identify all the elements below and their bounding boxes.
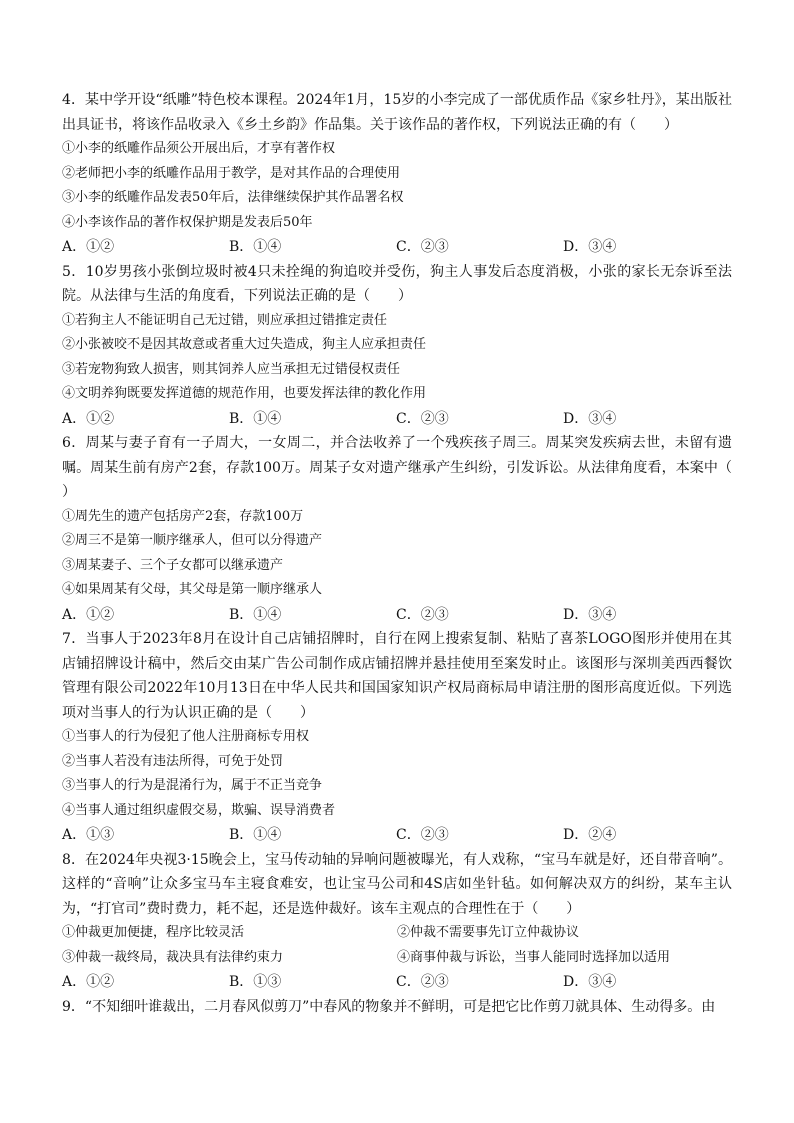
choice-a: A．①②	[62, 974, 115, 990]
statement-option: ①小李的纸雕作品须公开展出后，才享有著作权	[62, 141, 336, 156]
choice-c: C．②③	[396, 974, 449, 990]
question-stem: 6．周某与妻子育有一子周大，一女周二，并合法收养了一个残疾孩子周三。周某突发疾病去世，未留有遗嘱。周某生前有房产2套，存款100万。周某子女对遗产继承产生纠纷，引发诉讼。从法律角度看，本案中（ ）	[62, 435, 760, 500]
choice-d: D．③④	[563, 606, 617, 623]
choice-a: A．①②	[62, 606, 115, 623]
question-stem: 4．某中学开设“纸雕”特色校本课程。2024年1月，15岁的小李完成了一部优质作品《家乡牡丹》，某出版社出具证书，将该作品收录入《乡土乡韵》作品集。关于该作品的著作权，下列说法正确的有（ ）	[62, 92, 732, 133]
choice-c: C．②③	[396, 606, 449, 623]
option-row	[62, 921, 732, 946]
statement-option: ①仲裁更加便捷，程序比较灵活	[62, 925, 245, 940]
choice-b: B．①③	[229, 974, 282, 990]
choice-a: A．①②	[62, 410, 115, 427]
choice-b: B．①④	[229, 827, 282, 843]
question-5	[62, 260, 732, 432]
choice-c: C．②③	[396, 239, 449, 255]
statement-option: ③若宠物狗致人损害，则其饲养人应当承担无过错侵权责任	[62, 361, 401, 377]
question-8	[62, 848, 732, 995]
statement-option: ④如果周某有父母，其父母是第一顺序继承人	[62, 582, 323, 597]
choice-b: B．①④	[229, 410, 282, 427]
choice-b: B．①④	[229, 239, 282, 255]
choice-d: D．②④	[563, 827, 617, 843]
statement-option: ③小李的纸雕作品发表50年后，法律继续保护其作品署名权	[62, 190, 404, 205]
question-4	[62, 88, 732, 260]
question-stem: 9．“不知细叶谁裁出，二月春风似剪刀”中春风的物象并不鲜明，可是把它比作剪刀就具体、生动得多。由	[62, 998, 716, 1015]
statement-option: ②仲裁不需要事先订立仲裁协议	[397, 925, 580, 940]
choice-a: A．①②	[62, 239, 115, 255]
question-9	[62, 995, 732, 1020]
statement-option: ③当事人的行为是混淆行为，属于不正当竞争	[62, 778, 323, 793]
choice-d: D．③④	[563, 410, 617, 427]
question-6	[62, 431, 760, 627]
choice-b: B．①④	[229, 606, 282, 623]
question-7	[62, 627, 732, 848]
statement-option: ③周某妻子、三个子女都可以继承遗产	[62, 557, 284, 573]
choice-c: C．②③	[396, 827, 449, 843]
statement-option: ④小李该作品的著作权保护期是发表后50年	[62, 214, 313, 230]
question-stem: 5．10岁男孩小张倒垃圾时被4只未拴绳的狗追咬并受伤，狗主人事发后态度消极，小张的家长无奈诉至法院。从法律与生活的角度看，下列说法正确的是（ ）	[62, 263, 732, 304]
choice-a: A．①③	[62, 827, 115, 843]
answer-choices	[62, 407, 732, 432]
statement-option: ④文明养狗既要发挥道德的规范作用，也要发挥法律的教化作用	[62, 386, 427, 401]
answer-choices	[62, 970, 732, 995]
choice-c: C．②③	[396, 410, 449, 427]
statement-option: ②老师把小李的纸雕作品用于教学，是对其作品的合理使用	[62, 165, 401, 181]
option-row	[62, 946, 732, 971]
statement-option: ②周三不是第一顺序继承人，但可以分得遗产	[62, 533, 323, 548]
statement-option: ④当事人通过组织虚假交易，欺骗、误导消费者	[62, 802, 336, 818]
statement-option: ②小张被咬不是因其故意或者重大过失造成，狗主人应承担责任	[62, 337, 427, 352]
choice-d: D．③④	[563, 974, 617, 990]
answer-choices	[62, 235, 732, 260]
statement-option: ③仲裁一裁终局，裁决具有法律约束力	[62, 949, 284, 965]
answer-choices	[62, 823, 732, 848]
question-stem: 7．当事人于2023年8月在设计自己店铺招牌时，自行在网上搜索复制、粘贴了喜茶LOGO图形并使用在其店铺招牌设计稿中，然后交由某广告公司制作成店铺招牌并悬挂使用至案发时止。该图形与深圳美西西餐饮管理有限公司2022年10月13日在中华人民共和国国家知识产权局商标局申请注册的图形高度近似。下列选项对当事人的行为认识正确的是（ ）	[62, 631, 732, 721]
statement-option: ①周先生的遗产包括房产2套，存款100万	[62, 508, 304, 524]
statement-option: ①若狗主人不能证明自己无过错，则应承担过错推定责任	[62, 312, 388, 328]
question-stem: 8．在2024年央视3·15晚会上，宝马传动轴的异响问题被曝光，有人戏称，“宝马车就是好，还自带音响”。这样的“音响”让众多宝马车主寝食难安，也让宝马公司和4S店如坐针毡。如何解决双方的纠纷，某车主认为，“打官司”费时费力，耗不起，还是选仲裁好。该车主观点的合理性在于（ ）	[62, 851, 732, 917]
statement-option: ④商事仲裁与诉讼，当事人能同时选择加以适用	[397, 949, 671, 965]
statement-option: ②当事人若没有违法所得，可免于处罚	[62, 753, 284, 769]
choice-d: D．③④	[563, 239, 617, 255]
statement-option: ①当事人的行为侵犯了他人注册商标专用权	[62, 729, 310, 744]
answer-choices	[62, 603, 732, 628]
